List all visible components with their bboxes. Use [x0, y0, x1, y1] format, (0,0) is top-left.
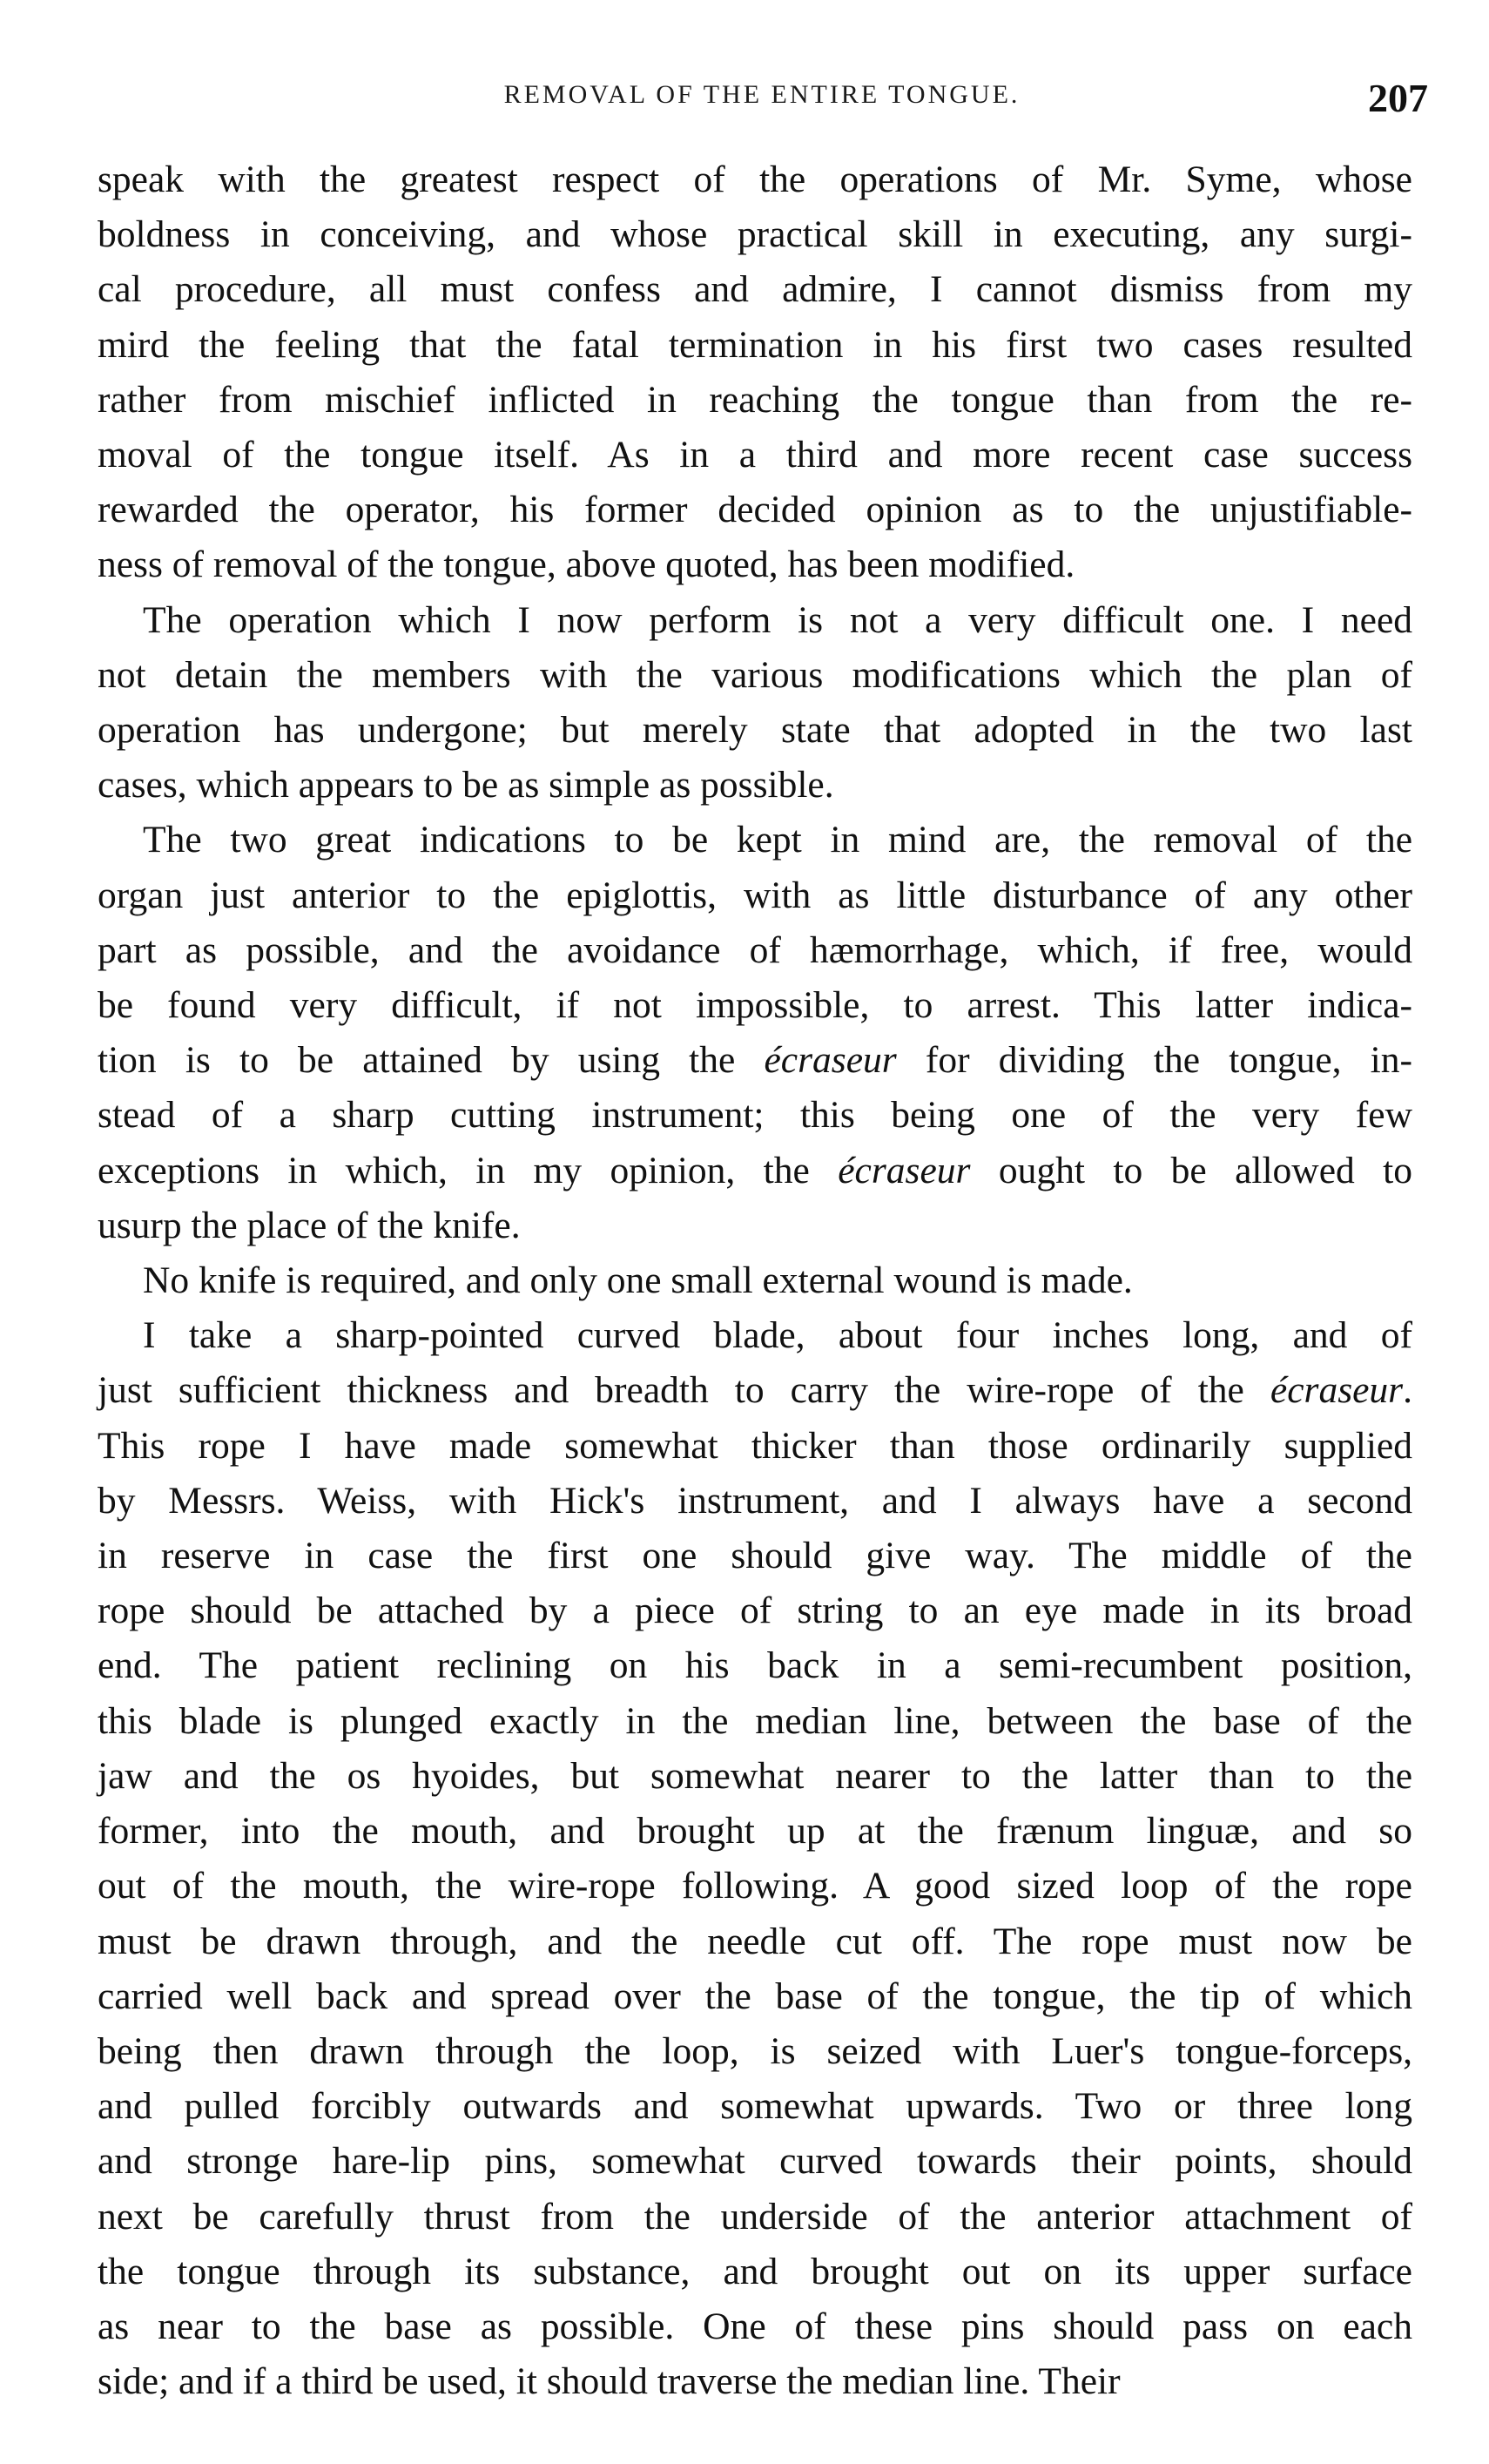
text-line: former, into the mouth, and brought up at the frænum linguæ, and so: [98, 1810, 1412, 1853]
text-line: and pulled forcibly outwards and somewhat upwards. Two or three long: [98, 2085, 1412, 2128]
text-line: rewarded the operator, his former decided opinion as to the unjustifiable-: [98, 489, 1412, 531]
text-line: No knife is required, and only one small external wound is made.: [143, 1259, 1133, 1302]
text-line: the tongue through its substance, and brought out on its upper surface: [98, 2250, 1412, 2292]
text-line: just sufficient thickness and breadth to carry the wire-rope of the écraseur.: [98, 1369, 1412, 1412]
text-line: cal procedure, all must confess and admire, I cannot dismiss from my: [98, 268, 1412, 311]
text-line: being then drawn through the loop, is seized with Luer's tongue-forceps,: [98, 2029, 1412, 2072]
text-line: tion is to be attained by using the écraseur for dividing the tongue, in-: [98, 1039, 1412, 1082]
text-line: as near to the base as possible. One of these pins should pass on each: [98, 2305, 1412, 2347]
running-head-title: REMOVAL OF THE ENTIRE TONGUE.: [503, 80, 1021, 109]
text-line: rope should be attached by a piece of string to an eye made in its broad: [98, 1590, 1412, 1632]
text-line: operation has undergone; but merely state that adopted in the two last: [98, 709, 1412, 752]
text-line: I take a sharp-pointed curved blade, about four inches long, and of: [143, 1314, 1412, 1357]
text-line: not detain the members with the various modifications which the plan of: [98, 653, 1412, 696]
text-line: carried well back and spread over the base of the tongue, the tip of which: [98, 1975, 1412, 2017]
text-line: moval of the tongue itself. As in a third and more recent case success: [98, 434, 1412, 476]
text-line: The operation which I now perform is not a very difficult one. I need: [143, 598, 1412, 641]
text-line: next be carefully thrust from the underside of the anterior attachment of: [98, 2195, 1412, 2238]
text-line: jaw and the os hyoides, but somewhat nearer to the latter than to the: [98, 1754, 1412, 1797]
paragraph: [98, 152, 1412, 593]
text-line: end. The patient reclining on his back in a semi-recumbent position,: [98, 1644, 1412, 1687]
text-line: and stronge hare-lip pins, somewhat curved towards their points, should: [98, 2140, 1412, 2183]
text-line: The two great indications to be kept in mind are, the removal of the: [143, 819, 1412, 861]
text-line: by Messrs. Weiss, with Hick's instrument, and I always have a second: [98, 1479, 1412, 1522]
text-line: boldness in conceiving, and whose practical skill in executing, any surgi-: [98, 213, 1412, 256]
paragraph: [98, 813, 1412, 1253]
paragraph: [98, 593, 1412, 813]
text-line: part as possible, and the avoidance of hæmorrhage, which, if free, would: [98, 928, 1412, 971]
text-line: side; and if a third be used, it should traverse the median line. Their: [98, 2360, 1121, 2403]
running-header: [96, 76, 1428, 132]
text-line: organ just anterior to the epiglottis, with as little disturbance of any other: [98, 874, 1412, 916]
text-line: This rope I have made somewhat thicker than those ordinarily supplied: [98, 1424, 1412, 1467]
paragraph: [98, 1308, 1412, 2409]
body-text: [98, 152, 1412, 2409]
text-line: in reserve in case the first one should give way. The middle of the: [98, 1535, 1412, 1577]
text-line: exceptions in which, in my opinion, the écraseur ought to be allowed to: [98, 1149, 1413, 1191]
text-line: ness of removal of the tongue, above quoted, has been modified.: [98, 543, 1075, 586]
text-line: cases, which appears to be as simple as possible.: [98, 764, 834, 807]
text-line: stead of a sharp cutting instrument; this being one of the very few: [98, 1094, 1412, 1137]
text-line: out of the mouth, the wire-rope following. A good sized loop of the rope: [98, 1865, 1412, 1907]
text-line: this blade is plunged exactly in the median line, between the base of the: [98, 1699, 1412, 1742]
text-line: rather from mischief inflicted in reaching the tongue than from the re-: [98, 378, 1412, 421]
text-line: speak with the greatest respect of the operations of Mr. Syme, whose: [98, 159, 1412, 200]
text-line: usurp the place of the knife.: [98, 1204, 521, 1246]
page-number: 207: [1368, 76, 1428, 120]
text-line: mird the feeling that the fatal termination in his first two cases resulted: [98, 323, 1412, 366]
text-line: be found very difficult, if not impossible, to arrest. This latter indica-: [98, 984, 1412, 1027]
paragraph: [98, 1253, 1412, 1308]
text-line: must be drawn through, and the needle cut off. The rope must now be: [98, 1920, 1412, 1962]
